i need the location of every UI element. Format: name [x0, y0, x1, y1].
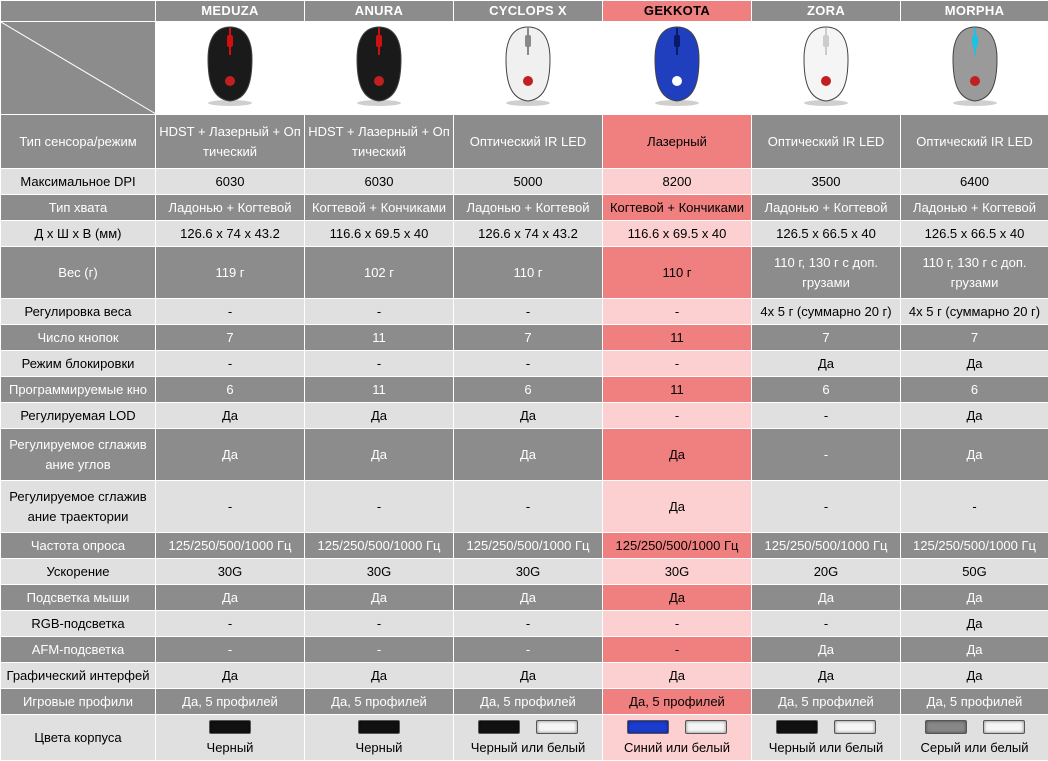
- spec-value: -: [603, 611, 752, 637]
- spec-value: 4x 5 г (суммарно 20 г): [901, 299, 1048, 325]
- spec-value: Да: [752, 585, 901, 611]
- mouse-icon: [798, 23, 854, 107]
- spec-label: Программируемые кно: [1, 377, 156, 403]
- spec-value: 6030: [305, 169, 454, 195]
- spec-value: 125/250/500/1000 Гц: [454, 533, 603, 559]
- spec-row: [1, 559, 1048, 585]
- spec-value: Да: [901, 637, 1048, 663]
- spec-value: -: [454, 299, 603, 325]
- color-swatch: [358, 720, 400, 734]
- color-swatches: [603, 720, 751, 734]
- spec-value: 20G: [752, 559, 901, 585]
- spec-value: Ладонью + Когтевой: [454, 195, 603, 221]
- spec-value: Да: [603, 429, 752, 481]
- mouse-icon: [649, 23, 705, 107]
- spec-label: Регулировка веса: [1, 299, 156, 325]
- spec-value: 125/250/500/1000 Гц: [156, 533, 305, 559]
- spec-value: 4x 5 г (суммарно 20 г): [752, 299, 901, 325]
- spec-value: 7: [454, 325, 603, 351]
- spec-value: -: [603, 351, 752, 377]
- spec-value: Да: [305, 429, 454, 481]
- spec-row: [1, 637, 1048, 663]
- spec-row: [1, 195, 1048, 221]
- spec-value: Оптический IR LED: [901, 115, 1048, 169]
- spec-value: Ладонью + Когтевой: [752, 195, 901, 221]
- spec-row: [1, 403, 1048, 429]
- spec-label: Тип хвата: [1, 195, 156, 221]
- mouse-icon: [202, 23, 258, 107]
- spec-label: Игровые профили: [1, 689, 156, 715]
- spec-label: AFM-подсветка: [1, 637, 156, 663]
- spec-value: Да: [454, 403, 603, 429]
- spec-value: 6: [752, 377, 901, 403]
- spec-value: Оптический IR LED: [454, 115, 603, 169]
- spec-value: -: [156, 637, 305, 663]
- spec-value: HDST + Лазерный + Оп тический: [305, 115, 454, 169]
- diagonal-corner: [1, 22, 156, 115]
- mouse-icon: [500, 23, 556, 107]
- spec-value: 30G: [156, 559, 305, 585]
- spec-value: 110 г, 130 г с доп. грузами: [752, 247, 901, 299]
- spec-value: Да: [603, 663, 752, 689]
- header-model: GEKKOTA: [603, 1, 752, 22]
- color-label: Черный: [156, 738, 304, 758]
- header-model: MEDUZA: [156, 1, 305, 22]
- color-cell: [305, 715, 454, 761]
- spec-value: -: [156, 351, 305, 377]
- colors-row: [1, 715, 1048, 761]
- color-swatches: [305, 720, 453, 734]
- spec-value: 125/250/500/1000 Гц: [305, 533, 454, 559]
- spec-value: Да, 5 профилей: [603, 689, 752, 715]
- spec-value: 110 г: [603, 247, 752, 299]
- spec-row: [1, 115, 1048, 169]
- spec-value: Да: [454, 585, 603, 611]
- spec-value: Да: [752, 663, 901, 689]
- spec-value: Да: [901, 663, 1048, 689]
- spec-value: Когтевой + Кончиками: [603, 195, 752, 221]
- header-model: ANURA: [305, 1, 454, 22]
- gekkota-mouse-image: [603, 22, 752, 115]
- color-swatch: [627, 720, 669, 734]
- meduza-mouse-image: [156, 22, 305, 115]
- color-swatch: [685, 720, 727, 734]
- spec-value: 7: [752, 325, 901, 351]
- spec-value: -: [603, 403, 752, 429]
- header-model: ZORA: [752, 1, 901, 22]
- color-label: Серый или белый: [901, 738, 1048, 758]
- spec-value: 6: [901, 377, 1048, 403]
- spec-label: Ускорение: [1, 559, 156, 585]
- spec-label: Д x Ш x В (мм): [1, 221, 156, 247]
- spec-value: 125/250/500/1000 Гц: [752, 533, 901, 559]
- spec-value: Да, 5 профилей: [156, 689, 305, 715]
- color-swatch: [209, 720, 251, 734]
- color-cell: [156, 715, 305, 761]
- spec-value: Да: [305, 403, 454, 429]
- spec-row: [1, 481, 1048, 533]
- color-cell: [454, 715, 603, 761]
- spec-value: 3500: [752, 169, 901, 195]
- mouse-icon: [947, 23, 1003, 107]
- color-swatch: [834, 720, 876, 734]
- spec-label: Цвета корпуса: [1, 715, 156, 761]
- color-cell: [752, 715, 901, 761]
- spec-value: HDST + Лазерный + Оп тический: [156, 115, 305, 169]
- color-label: Черный или белый: [454, 738, 602, 758]
- spec-row: [1, 689, 1048, 715]
- spec-value: 7: [901, 325, 1048, 351]
- spec-value: -: [305, 351, 454, 377]
- spec-value: 125/250/500/1000 Гц: [603, 533, 752, 559]
- color-swatches: [454, 720, 602, 734]
- spec-row: [1, 429, 1048, 481]
- spec-row: [1, 325, 1048, 351]
- spec-value: 110 г: [454, 247, 603, 299]
- spec-row: [1, 299, 1048, 325]
- spec-value: Лазерный: [603, 115, 752, 169]
- spec-value: Да: [752, 637, 901, 663]
- spec-label: Число кнопок: [1, 325, 156, 351]
- spec-value: -: [454, 351, 603, 377]
- spec-value: -: [752, 481, 901, 533]
- spec-value: 126.6 x 74 x 43.2: [156, 221, 305, 247]
- spec-value: 102 г: [305, 247, 454, 299]
- spec-value: Когтевой + Кончиками: [305, 195, 454, 221]
- spec-value: 110 г, 130 г с доп. грузами: [901, 247, 1048, 299]
- spec-value: Да: [156, 585, 305, 611]
- spec-value: -: [752, 611, 901, 637]
- spec-value: Да: [901, 429, 1048, 481]
- spec-row: [1, 611, 1048, 637]
- spec-value: 119 г: [156, 247, 305, 299]
- spec-value: 126.5 x 66.5 x 40: [901, 221, 1048, 247]
- spec-value: Да: [901, 351, 1048, 377]
- spec-value: -: [454, 611, 603, 637]
- spec-value: 30G: [603, 559, 752, 585]
- spec-label: Максимальное DPI: [1, 169, 156, 195]
- spec-value: 7: [156, 325, 305, 351]
- color-cell: [901, 715, 1048, 761]
- spec-value: -: [603, 637, 752, 663]
- spec-value: Да, 5 профилей: [305, 689, 454, 715]
- spec-value: Да: [901, 403, 1048, 429]
- spec-value: 11: [305, 325, 454, 351]
- color-swatch: [536, 720, 578, 734]
- spec-value: Да, 5 профилей: [901, 689, 1048, 715]
- morpha-mouse-image: [901, 22, 1048, 115]
- spec-label: Регулируемое сглажив ание углов: [1, 429, 156, 481]
- color-label: Черный: [305, 738, 453, 758]
- spec-label: Вес (г): [1, 247, 156, 299]
- spec-value: -: [752, 403, 901, 429]
- spec-value: Да: [156, 403, 305, 429]
- header-model: MORPHA: [901, 1, 1048, 22]
- spec-value: 116.6 x 69.5 x 40: [603, 221, 752, 247]
- spec-value: -: [156, 481, 305, 533]
- cyclops-x-mouse-image: [454, 22, 603, 115]
- spec-value: -: [305, 299, 454, 325]
- spec-value: Да, 5 профилей: [752, 689, 901, 715]
- spec-label: Регулируемое сглажив ание траектории: [1, 481, 156, 533]
- color-cell: [603, 715, 752, 761]
- anura-mouse-image: [305, 22, 454, 115]
- color-label: Черный или белый: [752, 738, 900, 758]
- spec-value: Да, 5 профилей: [454, 689, 603, 715]
- spec-row: [1, 663, 1048, 689]
- spec-value: 126.6 x 74 x 43.2: [454, 221, 603, 247]
- spec-value: 8200: [603, 169, 752, 195]
- spec-value: Да: [901, 585, 1048, 611]
- spec-value: 6: [454, 377, 603, 403]
- header-corner: [1, 1, 156, 22]
- color-swatches: [752, 720, 900, 734]
- color-swatch: [983, 720, 1025, 734]
- spec-value: Да: [752, 351, 901, 377]
- header-row: [1, 1, 1048, 22]
- spec-label: Регулируемая LOD: [1, 403, 156, 429]
- spec-value: -: [752, 429, 901, 481]
- spec-label: Режим блокировки: [1, 351, 156, 377]
- spec-value: 125/250/500/1000 Гц: [901, 533, 1048, 559]
- spec-value: Да: [156, 429, 305, 481]
- spec-row: [1, 351, 1048, 377]
- mouse-icon: [351, 23, 407, 107]
- spec-label: Тип сенсора/режим: [1, 115, 156, 169]
- spec-value: -: [454, 481, 603, 533]
- color-swatch: [776, 720, 818, 734]
- spec-label: Графический интерфей: [1, 663, 156, 689]
- spec-value: -: [156, 611, 305, 637]
- spec-row: [1, 221, 1048, 247]
- color-label: Синий или белый: [603, 738, 751, 758]
- spec-value: -: [305, 611, 454, 637]
- spec-value: 11: [603, 325, 752, 351]
- spec-value: -: [156, 299, 305, 325]
- spec-value: Ладонью + Когтевой: [901, 195, 1048, 221]
- spec-value: Да: [603, 585, 752, 611]
- spec-value: 11: [305, 377, 454, 403]
- image-row: [1, 22, 1048, 115]
- spec-row: [1, 247, 1048, 299]
- color-swatches: [901, 720, 1048, 734]
- color-swatches: [156, 720, 304, 734]
- spec-value: 5000: [454, 169, 603, 195]
- spec-value: Оптический IR LED: [752, 115, 901, 169]
- color-swatch: [925, 720, 967, 734]
- spec-value: -: [305, 637, 454, 663]
- spec-value: Да: [305, 663, 454, 689]
- spec-value: 50G: [901, 559, 1048, 585]
- spec-row: [1, 169, 1048, 195]
- spec-value: Да: [454, 429, 603, 481]
- spec-value: 6030: [156, 169, 305, 195]
- spec-value: 6400: [901, 169, 1048, 195]
- spec-value: -: [603, 299, 752, 325]
- spec-value: 126.5 x 66.5 x 40: [752, 221, 901, 247]
- color-swatch: [478, 720, 520, 734]
- spec-value: -: [901, 481, 1048, 533]
- spec-label: RGB-подсветка: [1, 611, 156, 637]
- spec-row: [1, 585, 1048, 611]
- spec-label: Частота опроса: [1, 533, 156, 559]
- spec-value: -: [454, 637, 603, 663]
- spec-row: [1, 377, 1048, 403]
- header-model: CYCLOPS X: [454, 1, 603, 22]
- spec-value: Да: [156, 663, 305, 689]
- spec-value: -: [305, 481, 454, 533]
- spec-value: 116.6 x 69.5 x 40: [305, 221, 454, 247]
- spec-value: Да: [603, 481, 752, 533]
- spec-label: Подсветка мыши: [1, 585, 156, 611]
- spec-value: Да: [454, 663, 603, 689]
- spec-row: [1, 533, 1048, 559]
- spec-value: Ладонью + Когтевой: [156, 195, 305, 221]
- spec-value: 6: [156, 377, 305, 403]
- spec-value: 30G: [454, 559, 603, 585]
- spec-value: Да: [305, 585, 454, 611]
- spec-value: Да: [901, 611, 1048, 637]
- spec-value: 30G: [305, 559, 454, 585]
- zora-mouse-image: [752, 22, 901, 115]
- spec-value: 11: [603, 377, 752, 403]
